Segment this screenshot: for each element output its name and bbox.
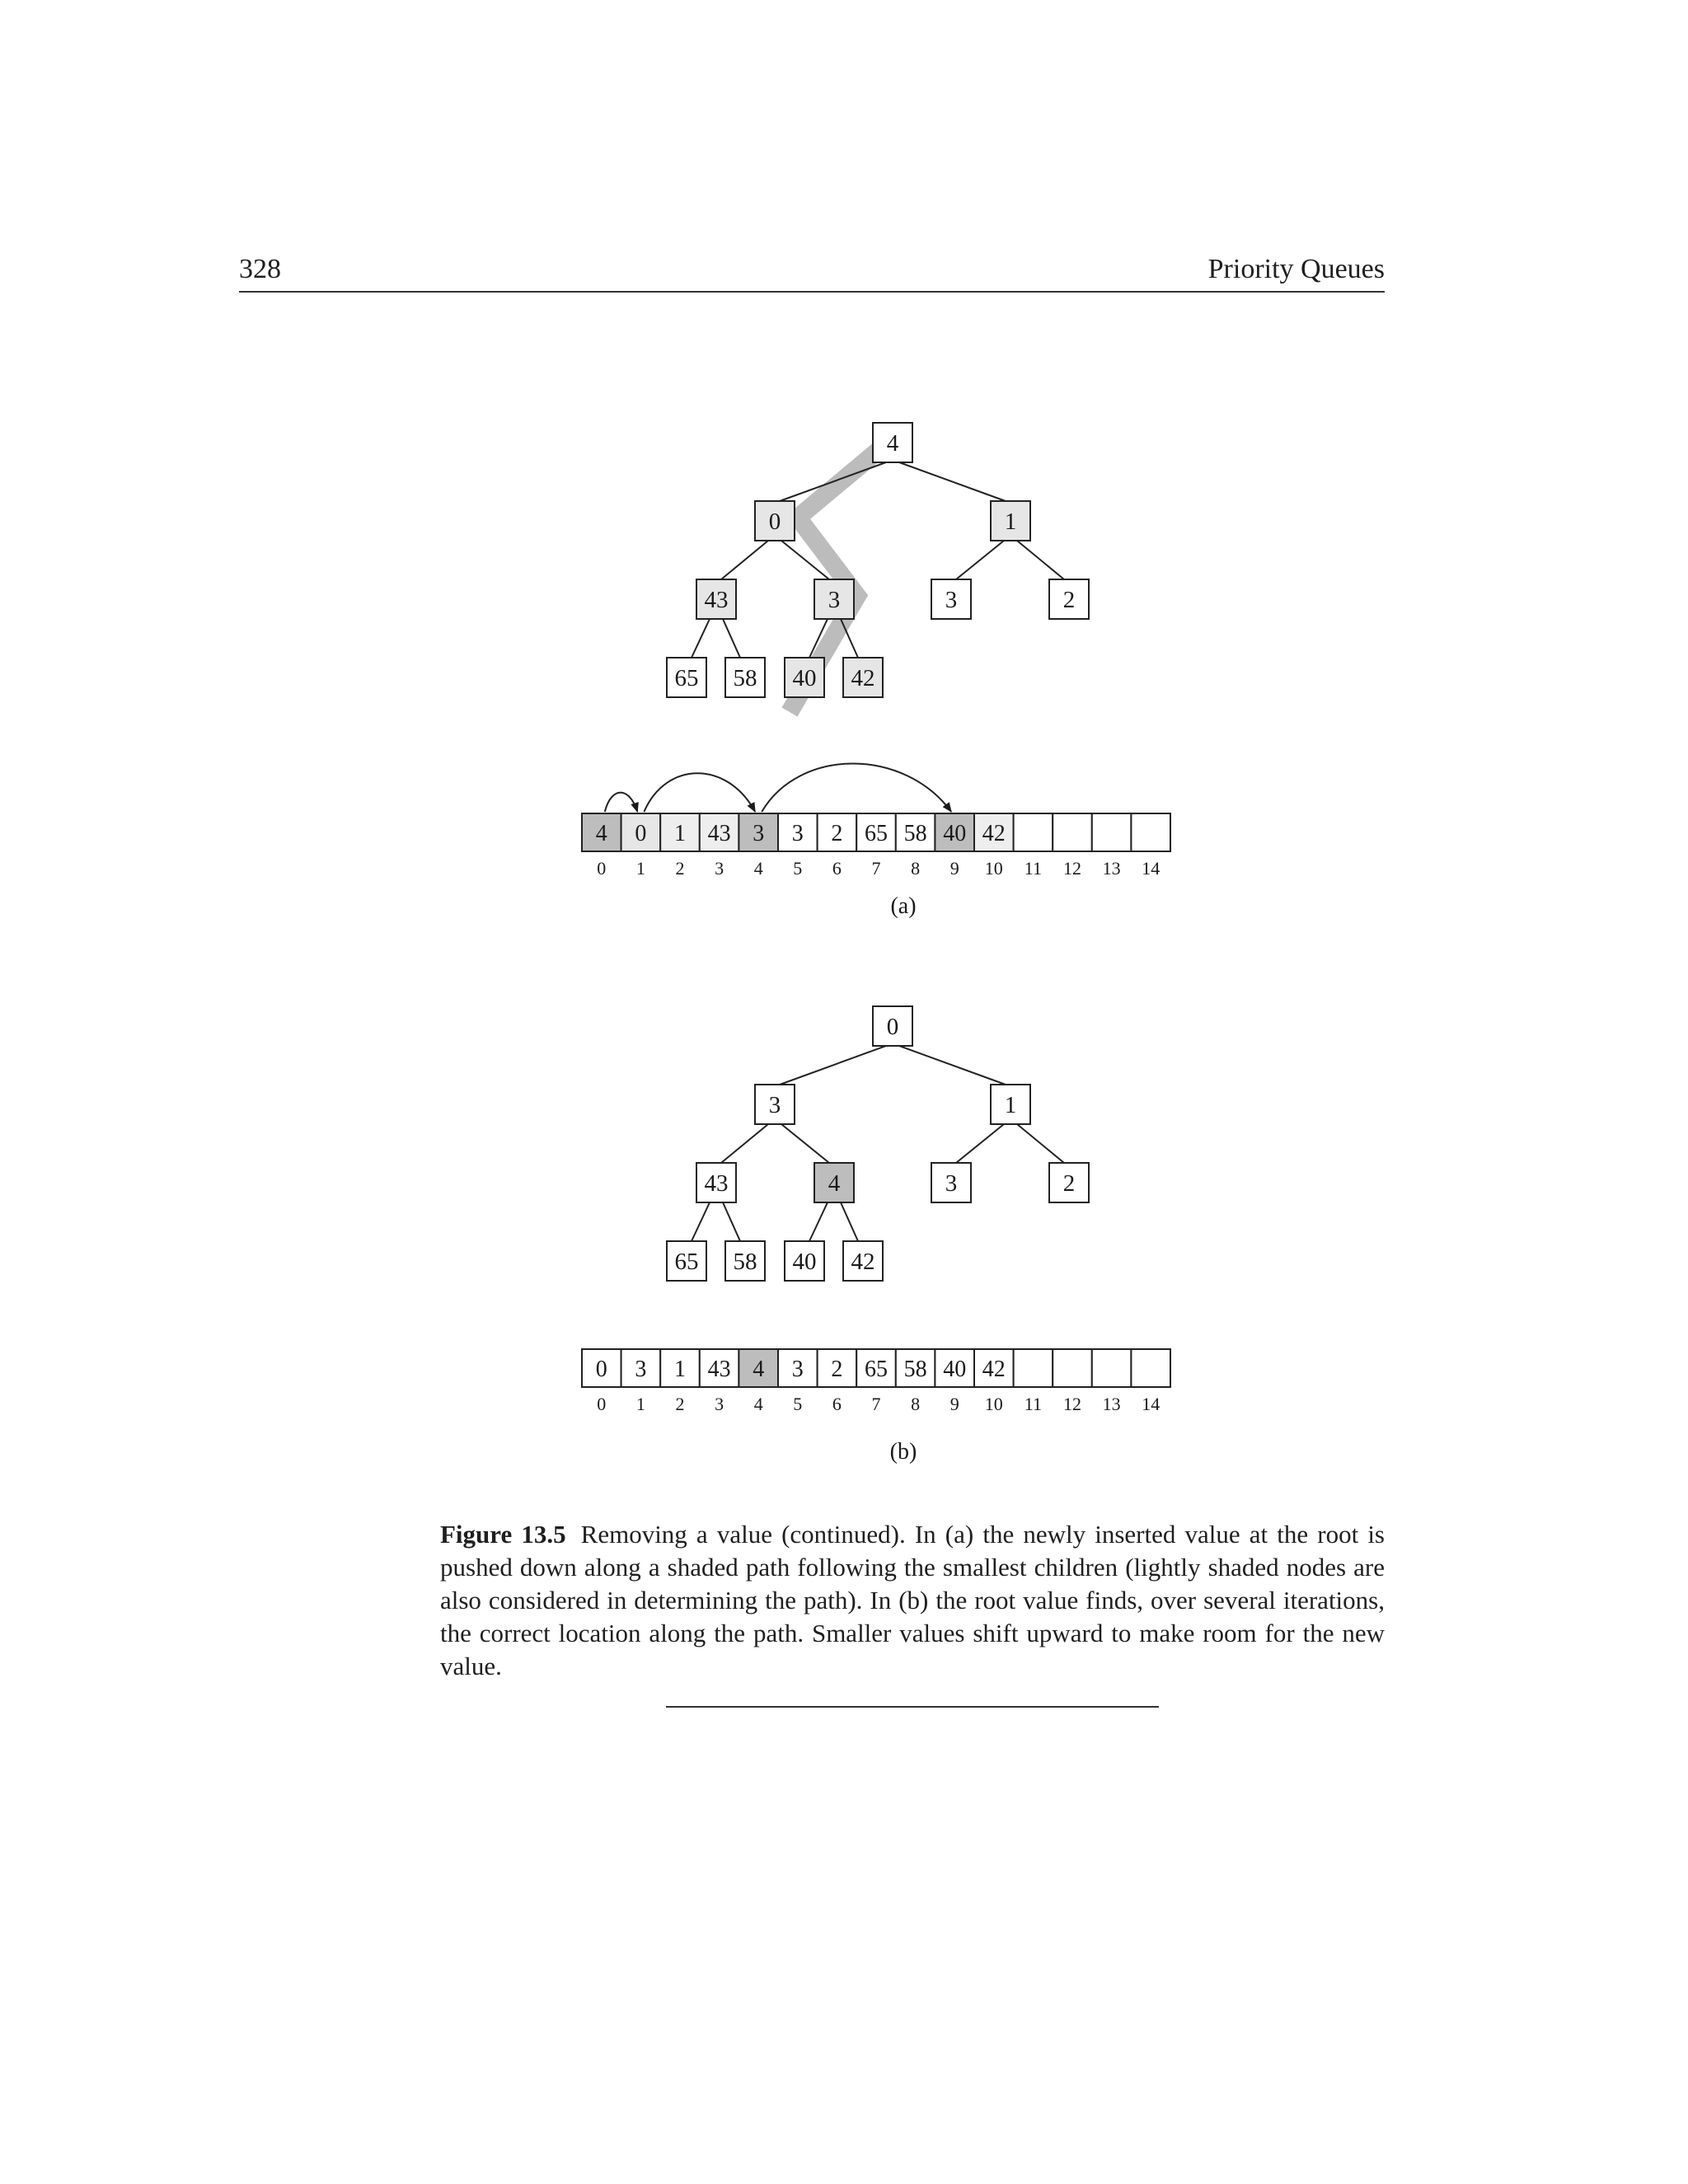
tree-node-value: 0 [768,509,781,535]
tree-node-value: 3 [945,1170,958,1197]
panel-label: (b) [889,1439,917,1465]
array-index-label: 2 [675,1394,685,1414]
tree-node-value: 3 [828,587,841,613]
tree-node-value: 40 [792,1249,817,1275]
array-cell-value: 40 [943,821,967,846]
array-index-label: 0 [597,858,607,879]
figure-caption [440,1518,1385,1683]
tree-node-value: 42 [851,665,875,691]
array-index-label: 13 [1102,1394,1121,1414]
tree-node-value: 0 [886,1014,899,1040]
array-cell-value: 4 [595,821,607,846]
panel-label: (a) [890,893,917,919]
array-cell-value: 2 [831,821,843,846]
array-cell-value: 3 [791,821,804,846]
array-index-label: 10 [984,858,1003,879]
array-cell-value: 3 [635,1357,647,1382]
array-index-label: 3 [715,858,724,879]
array-cell-value: 65 [865,821,888,846]
array-cell [1092,813,1132,851]
array-index-label: 11 [1024,1394,1042,1414]
array-cell [1131,1349,1170,1387]
tree-node-value: 3 [768,1092,781,1118]
array-cell-value: 0 [595,1357,607,1382]
array-cell-value: 1 [674,1357,686,1382]
tree-node-value: 2 [1062,587,1076,613]
array-cell-value: 58 [903,821,927,846]
tree-edge [780,1046,886,1085]
running-head: Priority Queues [1207,254,1385,284]
tree-node-value: 43 [704,1170,729,1197]
tree-edge [692,619,710,658]
tree-edge [781,1124,829,1163]
array-cell-value: 3 [753,821,765,846]
array-index-label: 14 [1142,858,1160,879]
array-index-label: 6 [832,1394,842,1414]
array-index-label: 5 [793,858,803,879]
tree-edge [809,1202,828,1241]
tree-node-value: 65 [674,665,699,691]
tree-edge [899,462,1006,501]
array-index-label: 12 [1063,1394,1081,1414]
tree-node-value: 58 [733,665,757,691]
tree-node-value: 43 [704,587,729,613]
array-index-label: 6 [832,858,842,879]
array-index-label: 7 [871,858,881,879]
array-cell-value: 1 [674,821,686,846]
array-cell [1092,1349,1132,1387]
tree-node-value: 4 [886,430,899,457]
array-cell-value: 43 [707,1357,731,1382]
array-cell-value: 42 [982,821,1006,846]
array-index-label: 11 [1024,858,1042,879]
array-cell-value: 40 [943,1357,967,1382]
array-index-label: 13 [1102,858,1121,879]
tree-edge [1017,1124,1064,1163]
tree-edge [841,1202,858,1241]
array-index-label: 8 [911,1394,921,1414]
array-cell-value: 0 [635,821,647,846]
array-cell [1053,1349,1092,1387]
array-cell-value: 58 [903,1357,927,1382]
tree-node-value: 4 [828,1170,841,1197]
array-cell-value: 3 [791,1357,804,1382]
array-index-label: 7 [871,1394,881,1414]
array-index-label: 1 [635,1394,645,1414]
array-index-label: 12 [1063,858,1081,879]
tree-edge [899,1046,1006,1085]
tree-edge [956,1124,1004,1163]
tree-edge [721,1124,768,1163]
array-arrow [605,793,638,812]
tree-node-value: 65 [674,1249,699,1275]
array-cell-value: 4 [753,1357,765,1382]
array-cell-value: 43 [707,821,731,846]
array-index-label: 14 [1142,1394,1160,1414]
array-index-label: 10 [984,1394,1003,1414]
footer-rule [666,1706,1159,1708]
array-cell [1131,813,1170,851]
tree-node-value: 3 [945,587,958,613]
tree-node-value: 58 [733,1249,757,1275]
array-index-label: 4 [753,858,763,879]
tree-edge [723,619,740,658]
tree-node-value: 1 [1004,509,1017,535]
array-index-label: 9 [950,1394,959,1414]
array-index-label: 9 [950,858,959,879]
array-cell-value: 2 [831,1357,843,1382]
page-number: 328 [239,254,281,284]
tree-node-value: 42 [851,1249,875,1275]
array-index-label: 5 [793,1394,803,1414]
array-index-label: 2 [675,858,685,879]
tree-node-value: 1 [1004,1092,1017,1118]
array-index-label: 8 [911,858,921,879]
array-arrow [644,773,755,812]
array-cell-value: 65 [865,1357,888,1382]
tree-edge [692,1202,710,1241]
caption-text: Removing a value (continued). In (a) the newly inserted value at the root is pushed down along a shaded path following the smallest children (lightly shaded nodes are also considered in determining the path). In (b) the root value finds, over several iterations, the correct location along the path. Smaller values shift upward to make room for the new value. [440,1520,1385,1680]
array-cell-value: 42 [982,1357,1006,1382]
array-index-label: 4 [753,1394,763,1414]
tree-edge [721,541,768,579]
tree-node-value: 2 [1062,1170,1076,1197]
array-cell [1053,813,1092,851]
array-index-label: 3 [715,1394,724,1414]
array-cell [1014,1349,1053,1387]
tree-edge [956,541,1004,579]
array-index-label: 0 [597,1394,607,1414]
tree-edge [723,1202,740,1241]
array-cell [1014,813,1053,851]
array-arrow [762,764,951,813]
caption-label: Figure 13.5 [440,1520,566,1549]
array-index-label: 1 [635,858,645,879]
tree-node-value: 40 [792,665,817,691]
tree-edge [1017,541,1064,579]
